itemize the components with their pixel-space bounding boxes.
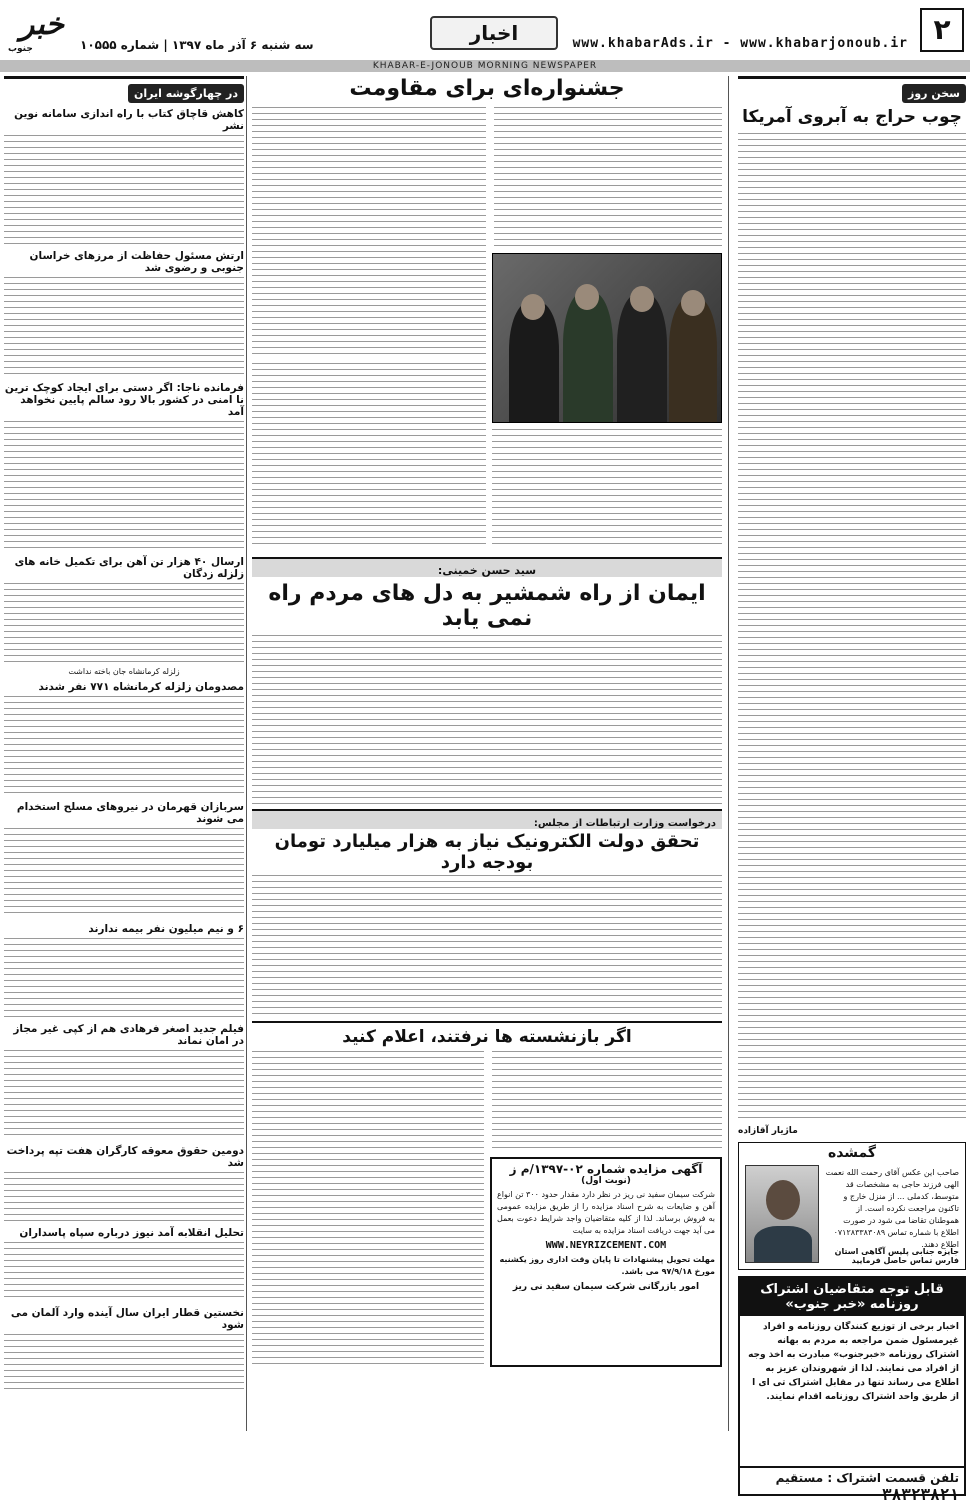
missing-text: صاحب این عکس آقای رحمت الله نعمت الهی فرزند حاجی به مشخصات قد متوسط، کدملی ... از منزل خارج و تاکنون مراجعت نکرده است. از هموطنان تقاضا می شود در صورت اطلاع با شماره تماس ۰۷۱۲۸۳۳۸۳۰۸۹ اطلاع دهند.	[825, 1168, 959, 1249]
section-title: اخبار	[430, 16, 558, 50]
news-1-body	[4, 135, 244, 245]
news-3-title: فرمانده ناجا: اگر دستی برای ایجاد کوچک ترین نا امنی در کشور بالا رود سالم پایین نخواهد آمد	[4, 382, 244, 418]
news-2-body	[4, 277, 244, 377]
news-6-body	[4, 828, 244, 918]
missing-title: گمشده	[827, 1145, 877, 1161]
retirees-body-a	[252, 1051, 484, 1367]
subscription-notice	[738, 1276, 966, 1504]
tender-contact: امور بازرگانی شرکت سیمان سفید نی ریز	[512, 1282, 700, 1292]
news-7-body	[4, 938, 244, 1018]
quote-kicker-strip	[252, 557, 722, 577]
festival-text-c	[492, 429, 722, 549]
news-4-body	[4, 583, 244, 663]
provinces-column	[4, 76, 244, 1431]
quote-body	[252, 635, 722, 805]
logo-sub: جنوب	[8, 44, 33, 54]
masthead	[0, 0, 970, 70]
news-8-title: فیلم جدید اصغر فرهادی هم از کپی غیر مجاز در امان نماند	[13, 1023, 244, 1047]
missing-reward: جایزه جنابی پلیس آگاهی استان فارس تماس حاصل فرمایید	[834, 1247, 959, 1265]
quake-label: زلزله کرمانشاه جان باخته نداشت	[68, 667, 180, 676]
news-5-body	[4, 696, 244, 796]
news-6-title: سربازان قهرمان در نیروهای مسلح استخدام می شوند	[16, 801, 244, 825]
festival-text-b	[252, 107, 486, 357]
subscription-text: اخبار برخی از توزیع کنندگان روزنامه و افراد غیرمسئول ضمن مراجعه به مردم به بهانه اشتراک روزنامه «خبرجنوب» مبادرت به اخذ وجه از افراد می نمایند. لذا از شهروندان عزیز به اطلاع می رساند تنها در مقابل اشتراک تی ای ا از طریق واحد اشتراک روزنامه اقدام نمایند.	[748, 1322, 959, 1402]
news-2-title: ارتش مسئول حفاظت از مرزهای خراسان جنوبی و رضوی شد	[29, 250, 244, 274]
logo-text: خبر	[19, 7, 64, 42]
english-title: KHABAR-E-JONOUB MORNING NEWSPAPER	[0, 60, 970, 72]
retirees-body-b	[492, 1051, 722, 1151]
quote-by: سید حسن خمینی:	[437, 564, 537, 577]
tender-body: شرکت سیمان سفید نی ریز در نظر دارد مقدار حدود ۳۰۰ تن انواع آهن و ضایعات به شرح اسناد مزایده را از طریق مزایده عمومی به فروش برساند. لذا از کلیه متقاضیان واجد شرایط دعوت بعمل می آید جهت دریافت اسناد مزایده به سایت	[497, 1190, 715, 1235]
ministry-kicker-strip	[252, 809, 722, 829]
issue-date: سه شنبه ۶ آذر ماه ۱۳۹۷ | شماره ۱۰۵۵۵	[80, 38, 314, 52]
provinces-kicker: در چهارگوشه ایران	[128, 84, 244, 103]
page-number: ۲	[920, 8, 964, 52]
tender-title: آگهی مزایده شماره ۰۲-۱۳۹۷/م ز	[509, 1162, 703, 1176]
ministry-body	[252, 875, 722, 1015]
news-9-body	[4, 1172, 244, 1222]
subscription-phone-label: تلفن قسمت اشتراک : مستقیم	[775, 1471, 959, 1485]
editorial-author: ماژیار آقازاده	[738, 1126, 798, 1136]
news-9-title: دومین حقوق معوقه کارگران هفت تپه پرداخت شد	[6, 1145, 244, 1169]
main-column	[252, 76, 722, 1431]
column-divider-left	[246, 76, 247, 1431]
editorial-body	[738, 133, 966, 1123]
tender-website[interactable]: WWW.NEYRIZCEMENT.COM	[545, 1240, 667, 1251]
missing-person-notice	[738, 1142, 966, 1270]
tender-ad	[490, 1157, 722, 1367]
tender-deadline: مهلت تحویل پیشنهادات تا پایان وقت اداری روز یکشنبه مورخ ۹۷/۹/۱۸ می باشد.	[499, 1255, 715, 1276]
subscription-phone-line	[740, 1466, 964, 1507]
editorial-title: چوب حراج به آبروی آمریکا	[742, 107, 962, 127]
retirees-title: اگر بازنشسته ها نرفتند، اعلام کنید	[252, 1021, 722, 1047]
ministry-kicker: درخواست وزارت ارتباطات از مجلس:	[533, 818, 716, 829]
editorial-kicker: سخن روز	[902, 84, 966, 103]
festival-title: جشنواره‌ای برای مقاومت	[349, 76, 625, 101]
tender-subtitle: (نوبت اول)	[581, 1176, 631, 1186]
subscription-title: قابل توجه متقاضیان اشتراک روزنامه «خبر جنوب»	[740, 1278, 964, 1316]
column-divider-right	[728, 76, 729, 1431]
news-10-body	[4, 1242, 244, 1302]
festival-photo	[492, 253, 722, 423]
festival-text-a	[494, 107, 722, 247]
subscription-phone[interactable]: ۳۸۳۲۳۸۲۱	[881, 1485, 959, 1504]
news-1-title: کاهش قاچاق کتاب با راه اندازی سامانه نوین نشر	[14, 108, 244, 132]
missing-person-photo	[745, 1165, 819, 1263]
festival-text-d	[252, 363, 486, 549]
quote-title: ایمان از راه شمشیر به دل های مردم راه نمی یابد	[268, 581, 706, 631]
site-urls[interactable]: www.khabarAds.ir - www.khabarjonoub.ir	[572, 36, 908, 51]
editorial-column	[738, 76, 966, 1504]
news-10-title: تحلیل انقلابه آمد نیوز درباره سپاه پاسداران	[19, 1227, 244, 1239]
news-4-title: ارسال ۴۰ هزار تن آهن برای تکمیل خانه های زلزله زدگان	[14, 556, 244, 580]
festival-story	[252, 107, 722, 557]
ministry-title: تحقق دولت الکترونیک نیاز به هزار میلیارد تومان بودجه دارد	[274, 831, 700, 873]
retirees-story	[252, 1051, 722, 1367]
news-3-body	[4, 421, 244, 551]
news-7-title: ۶ و نیم میلیون نفر بیمه ندارند	[88, 923, 244, 935]
news-11-title: نخستین قطار ایران سال آینده وارد آلمان می شود	[10, 1307, 244, 1331]
news-8-body	[4, 1050, 244, 1140]
newspaper-logo	[8, 7, 64, 54]
news-5-title: مصدومان زلزله کرمانشاه ۷۷۱ نفر شدند	[38, 681, 244, 693]
news-11-body	[4, 1334, 244, 1394]
